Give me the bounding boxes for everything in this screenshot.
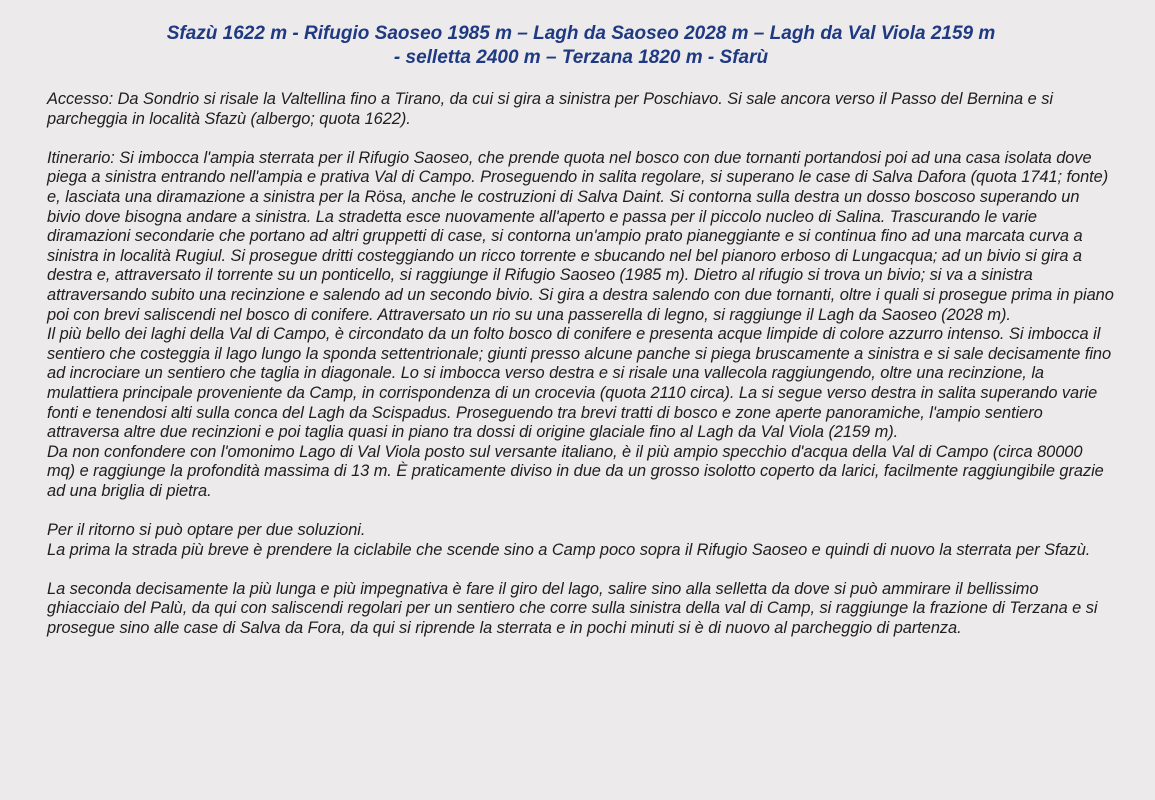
- saoseo-lake-paragraph: Il più bello dei laghi della Val di Campo, è circondato da un folto bosco di conifere e presenta acque limpide di colore azzurro intenso. Si imbocca il sentiero che costeggia il lago lungo la sponda settentrionale; giunti presso alcune panche si piega bruscamente a sinistra e si sale decisamente fino ad incrociare un sentiero che taglia in diagonale. Lo si imbocca verso destra e si risale una vallecola raggiungendo, oltre una recinzione, la mulattiera principale proveniente da Camp, in corrispondenza di un crocevia (quota 2110 circa). La si segue verso destra in salita superando varie fonti e tenendosi alti sulla conca del Lagh da Scispadus. Proseguendo tra brevi tratti di bosco e zone aperte panoramiche, l'ampio sentiero attraversa altre due recinzioni e poi taglia quasi in piano tra dossi di origine glaciale fino al Lagh da Val Viola (2159 m).: [47, 325, 1112, 442]
- return-first-option-paragraph: La prima la strada più breve è prendere la ciclabile che scende sino a Camp poco sopra il Rifugio Saoseo e quindi di nuovo la sterrata per Sfazù.: [47, 540, 1091, 559]
- route-title-line-2: - selletta 2400 m – Terzana 1820 m - Sfarù: [393, 47, 769, 68]
- paragraph-spacer: [47, 560, 1115, 580]
- paragraph-spacer: [47, 129, 1115, 149]
- itinerary-paragraph: Itinerario: Si imbocca l'ampia sterrata per il Rifugio Saoseo, che prende quota nel bosco con due tornanti portandosi poi ad una casa isolata dove piega a sinistra entrando nell'ampia e prativa Val di Campo. Proseguendo in salita regolare, si superano le case di Salva Dafora (quota 1741; fonte) e, lasciata una diramazione a sinistra per la Rösa, anche le costruzioni di Salva Daint. Si contorna sulla destra un dosso boscoso superando un bivio dove bisogna andare a sinistra. La stradetta esce nuovamente all'aperto e passa per il piccolo nucleo di Salina. Trascurando le varie diramazioni secondarie che portano ad altri gruppetti di case, si contorna un'ampio prato pianeggiante e si continua fino ad una marcata curva a sinistra in località Rugiul. Si prosegue dritti costeggiando un ricco torrente e sbucando nel bel pianoro erboso di Lungacqua; ad un bivio si gira a destra e, attraversato il torrente su un ponticello, si raggiunge il Rifugio Saoseo (1985 m). Dietro al rifugio si trova un bivio; si va a sinistra attraversando subito una recinzione e salendo ad un secondo bivio. Si gira a destra salendo con due tornanti, oltre i quali si prosegue prima in piano poi con brevi saliscendi nel bosco di conifere. Attraversato un rio su una passerella di legno, si raggiunge il Lagh da Saoseo (2028 m).: [47, 148, 1114, 324]
- return-second-option-paragraph: La seconda decisamente la più lunga e più impegnativa è fare il giro del lago, salire sino alla selletta da dove si può ammirare il bellissimo ghiacciaio del Palù, da qui con saliscendi regolari per un sentiero che corre sulla sinistra della val di Camp, si raggiunge la frazione di Terzana e si prosegue sino alle case di Salva da Fora, da qui si riprende la sterrata e in pochi minuti si è di nuovo al parcheggio di partenza.: [47, 579, 1098, 638]
- access-paragraph: Accesso: Da Sondrio si risale la Valtellina fino a Tirano, da cui si gira a sinistra per Poschiavo. Si sale ancora verso il Passo del Bernina e si parcheggia in località Sfazù (albergo; quota 1622).: [47, 90, 1053, 128]
- val-viola-lake-paragraph: Da non confondere con l'omonimo Lago di Val Viola posto sul versante italiano, è il più ampio specchio d'acqua della Val di Campo (circa 80000 mq) e raggiunge la profondità massima di 13 m. È praticamente diviso in due da un grosso isolotto coperto da larici, facilmente raggiungibile grazie ad una briglia di pietra.: [47, 442, 1104, 500]
- route-title-line-1: Sfazù 1622 m - Rifugio Saoseo 1985 m – Lagh da Saoseo 2028 m – Lagh da Val Viola 2159 m: [166, 23, 996, 44]
- route-description: [47, 90, 1115, 639]
- route-title: [47, 22, 1115, 70]
- return-intro-paragraph: Per il ritorno si può optare per due soluzioni.: [47, 521, 366, 540]
- paragraph-spacer: [47, 501, 1115, 521]
